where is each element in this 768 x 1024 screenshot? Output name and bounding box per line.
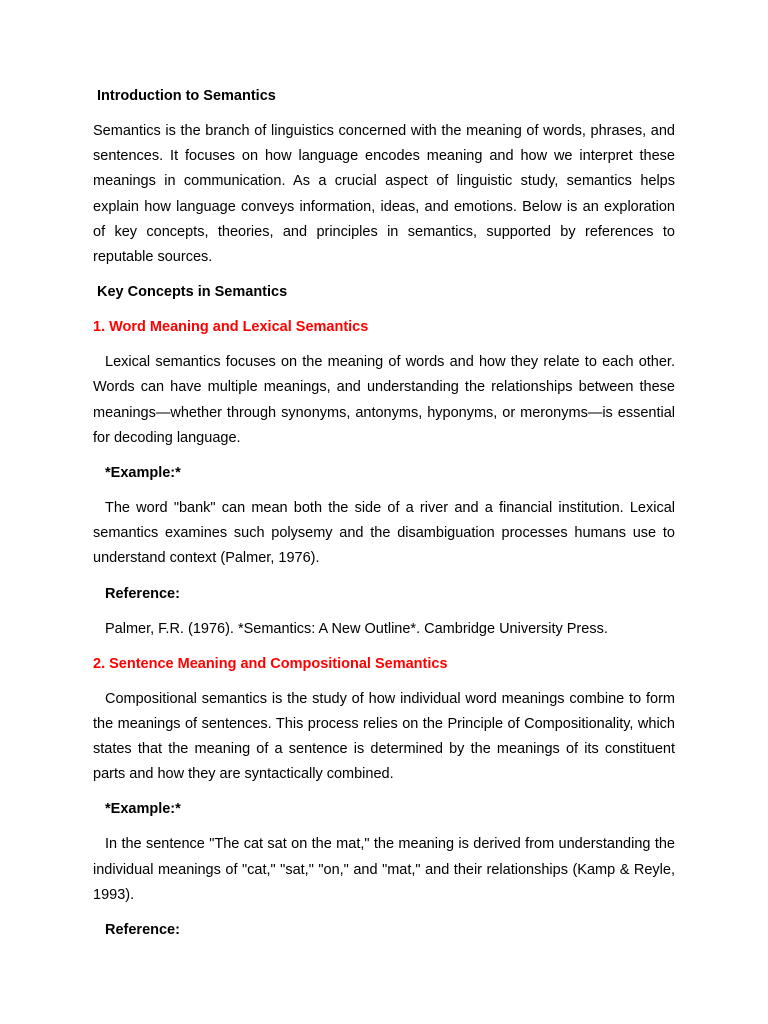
section-2-reference-label: Reference: [105, 922, 180, 939]
document-title: Introduction to Semantics [97, 88, 276, 104]
section-1-example: The word "bank" can mean both the side of a river and a financial institution. Lexical semantics examines such polysemy and the disambiguation processes humans use to understand context (Palmer, 1976). [93, 500, 675, 567]
section-1-body: Lexical semantics focuses on the meaning of words and how they relate to each other. Words can have multiple meanings, and understanding the relationships between these meanings—whether through synonyms, antonyms, hyponyms, or meronyms—is essential for decoding language. [93, 354, 675, 446]
section-1-reference: Palmer, F.R. (1976). *Semantics: A New Outline*. Cambridge University Press. [105, 620, 608, 637]
section-1-heading: 1. Word Meaning and Lexical Semantics [93, 319, 369, 336]
section-2-body: Compositional semantics is the study of how individual word meanings combine to form the meanings of sentences. This process relies on the Principle of Compositionality, which states that the meaning of a sentence is determined by the meanings of its constituent parts and how they are syntactically combined. [93, 690, 675, 783]
key-concepts-heading: Key Concepts in Semantics [97, 284, 288, 301]
section-1-reference-label: Reference: [105, 585, 180, 602]
section-2-example-label: *Example:* [105, 801, 181, 818]
section-1-example-label: *Example:* [105, 465, 181, 482]
document-content [93, 84, 675, 953]
section-2-example: In the sentence "The cat sat on the mat," the meaning is derived from understanding the individual meanings of "cat," "sat," "on," and "mat," and their relationships (Kamp & Reyle, 1993). [93, 836, 675, 903]
intro-paragraph: Semantics is the branch of linguistics concerned with the meaning of words, phrases, and sentences. It focuses on how language encodes meaning and how we interpret these meanings in communication. As a crucial aspect of linguistic study, semantics helps explain how language conveys information, ideas, and emotions. Below is an exploration of key concepts, theories, and principles in semantics, supported by references to reputable sources. [93, 123, 675, 266]
section-2-heading: 2. Sentence Meaning and Compositional Semantics [93, 655, 448, 672]
